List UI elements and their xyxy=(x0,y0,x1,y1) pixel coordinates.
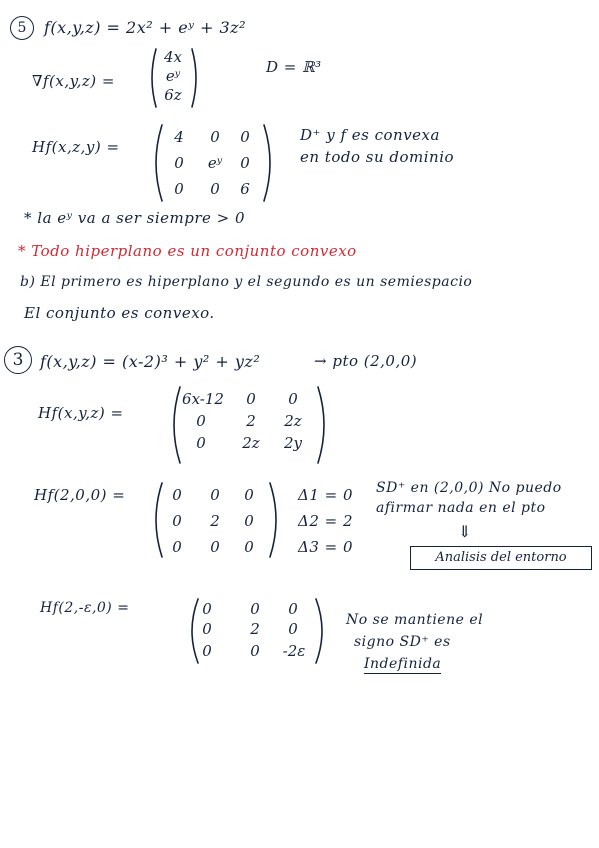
matrix-cell: 6 xyxy=(240,180,250,198)
principal-minor-3: Δ3 = 0 xyxy=(298,538,354,556)
semidefinite-remark-line-1: SD⁺ en (2,0,0) No puedo xyxy=(376,480,562,496)
gradient-entry: 4x xyxy=(163,48,182,66)
matrix-cell: 0 xyxy=(172,512,182,530)
gradient-label: ∇f(x,y,z) = xyxy=(32,72,115,90)
hessian-general-label: Hf(x,y,z) = xyxy=(38,404,124,422)
note-exponential-positive: * la eʸ va a ser siempre > 0 xyxy=(24,209,246,227)
matrix-cell: 0 xyxy=(210,128,220,146)
matrix-cell: 0 xyxy=(172,538,182,556)
right-parenthesis xyxy=(190,48,200,108)
matrix-cell: 0 xyxy=(288,390,298,408)
note-set-convex: El conjunto es convexo. xyxy=(24,304,215,322)
matrix-cell: 2z xyxy=(242,434,260,452)
matrix-cell: 2 xyxy=(250,620,260,638)
matrix-cell: 2z xyxy=(284,412,302,430)
problem-3-function: f(x,y,z) = (x-2)³ + y² + yz² xyxy=(40,352,261,371)
matrix-cell: 0 xyxy=(244,538,254,556)
right-parenthesis xyxy=(316,386,330,464)
matrix-cell: 0 xyxy=(244,512,254,530)
left-parenthesis xyxy=(148,48,158,108)
hessian-label: Hf(x,z,y) = xyxy=(32,138,120,156)
matrix-cell: 0 xyxy=(196,412,206,430)
note-hyperplane-halfspace: b) El primero es hiperplano y el segundo es un semiespacio xyxy=(20,274,473,290)
principal-minor-2: Δ2 = 2 xyxy=(298,512,354,530)
problem-5-number: 5 xyxy=(10,16,34,40)
matrix-cell: 0 xyxy=(288,600,298,618)
matrix-cell: 6x-12 xyxy=(182,390,224,408)
matrix-cell: 0 xyxy=(288,620,298,638)
indefinite-conclusion: Indefinida xyxy=(364,656,442,672)
matrix-cell: 0 xyxy=(174,180,184,198)
matrix-cell: 0 xyxy=(202,642,212,660)
matrix-cell: 0 xyxy=(210,486,220,504)
matrix-cell: 0 xyxy=(174,154,184,172)
right-parenthesis xyxy=(262,124,276,202)
matrix-cell: 0 xyxy=(196,434,206,452)
critical-point-note: → pto (2,0,0) xyxy=(314,352,418,370)
matrix-cell: 0 xyxy=(172,486,182,504)
matrix-cell: eʸ xyxy=(207,154,223,172)
right-parenthesis xyxy=(268,482,282,558)
hessian-point-label: Hf(2,0,0) = xyxy=(34,486,126,504)
note-hyperplane-convex: * Todo hiperplano es un conjunto convexo xyxy=(18,242,357,260)
principal-minor-1: Δ1 = 0 xyxy=(298,486,354,504)
semidefinite-remark-line-2: afirmar nada en el pto xyxy=(376,500,546,516)
matrix-cell: 2 xyxy=(246,412,256,430)
matrix-cell: 0 xyxy=(246,390,256,408)
domain-statement: D = ℝ³ xyxy=(266,58,322,76)
matrix-cell: 0 xyxy=(250,600,260,618)
problem-5-function: f(x,y,z) = 2x² + eʸ + 3z² xyxy=(44,18,246,37)
left-parenthesis xyxy=(150,124,164,202)
convexity-conclusion-line-1: D⁺ y f es convexa xyxy=(300,126,440,144)
matrix-cell: 0 xyxy=(250,642,260,660)
implies-arrow: ⇓ xyxy=(458,522,472,541)
matrix-cell: 4 xyxy=(174,128,184,146)
gradient-entry: eʸ xyxy=(165,67,181,85)
problem-3-number: 3 xyxy=(4,346,32,374)
right-parenthesis xyxy=(314,598,328,664)
matrix-cell: 0 xyxy=(244,486,254,504)
matrix-cell: 2 xyxy=(210,512,220,530)
convexity-conclusion-line-2: en todo su dominio xyxy=(300,148,455,166)
matrix-cell: 0 xyxy=(210,538,220,556)
matrix-cell: -2ε xyxy=(282,642,306,660)
final-remark-line-1: No se mantiene el xyxy=(346,612,484,628)
matrix-cell: 2y xyxy=(283,434,303,452)
matrix-cell: 0 xyxy=(240,128,250,146)
matrix-cell: 0 xyxy=(240,154,250,172)
gradient-entry: 6z xyxy=(164,86,182,104)
final-remark-line-2: signo SD⁺ es xyxy=(354,634,451,650)
analysis-box: Analisis del entorno xyxy=(410,546,592,570)
matrix-cell: 0 xyxy=(210,180,220,198)
matrix-cell: 0 xyxy=(202,620,212,638)
hessian-epsilon-label: Hf(2,-ε,0) = xyxy=(40,600,130,616)
matrix-cell: 0 xyxy=(202,600,212,618)
